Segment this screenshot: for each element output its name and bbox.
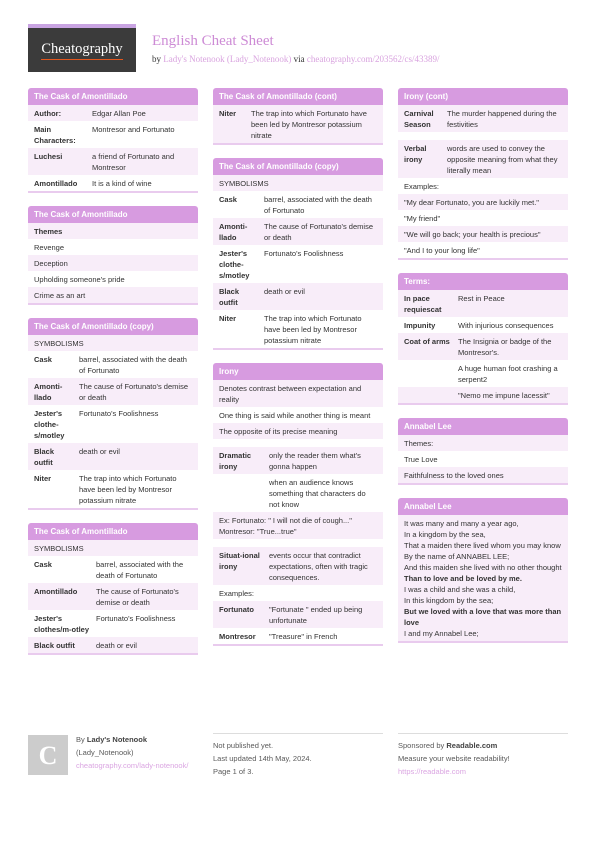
table-row: [213, 447, 383, 474]
table-row: [28, 443, 198, 470]
card: [398, 418, 568, 485]
table-row: [28, 105, 198, 121]
footer-author-text: [76, 733, 198, 772]
keyword-cell: Amonti-llado: [34, 381, 63, 402]
text-row: Deception: [28, 255, 198, 271]
value-cell: The murder happened during the festivities: [447, 108, 557, 129]
sheet-url-link[interactable]: cheatography.com/203562/cs/43389/: [306, 54, 440, 64]
value-cell: A huge human foot crashing a serpent2: [458, 363, 558, 384]
page-number: Page 1 of 3.: [213, 767, 254, 776]
value-cell: Edgar Allan Poe: [92, 108, 146, 118]
value-cell: events occur that contradict expectations, often with tragic consequences.: [269, 550, 368, 582]
byline-via: via: [293, 54, 305, 64]
text-row: "We will go back; your health is precious": [398, 226, 568, 242]
keyword-cell: Author:: [34, 108, 62, 118]
card-title: Annabel Lee: [398, 418, 568, 435]
card: [213, 88, 383, 145]
logo-wordmark: Cheatography: [41, 41, 122, 60]
text-line: In a kingdom by the sea,: [404, 529, 486, 539]
sponsor-name: Readable.com: [446, 741, 498, 750]
footer-author: [28, 733, 198, 772]
value-cell: The cause of Fortunato's demise or death: [96, 586, 179, 607]
keyword-cell: Amonti-llado: [219, 221, 248, 242]
text-row: "My dear Fortunato, you are luckily met.": [398, 194, 568, 210]
logo-box: [28, 28, 136, 72]
keyword-cell: Amontillado: [34, 178, 78, 188]
keyword-cell: Situat-ional irony: [219, 550, 260, 571]
table-row: [398, 105, 568, 132]
card-body: [28, 335, 198, 508]
table-row: [28, 556, 198, 583]
table-row: [28, 637, 198, 653]
text-row: SYMBOLISMS: [28, 335, 198, 351]
table-row: [28, 148, 198, 175]
keyword-cell: [404, 363, 458, 385]
byline: [152, 54, 439, 64]
value-cell: death or evil: [264, 286, 305, 296]
card-title: The Cask of Amontillado: [28, 523, 198, 540]
sponsor-line: [398, 739, 568, 752]
keyword-cell: Amontillado: [34, 586, 78, 596]
card: [398, 498, 568, 643]
table-row: [213, 310, 383, 348]
text-row: Examples:: [219, 588, 255, 598]
keyword-cell: Impunity: [404, 320, 436, 330]
value-cell: The trap into which Fortunato have been led by Montresor potassium nitrate: [251, 108, 367, 140]
text-row: Themes: [28, 223, 198, 239]
card-title: Irony: [213, 363, 383, 380]
text-line: It was many and many a year ago,: [404, 518, 519, 528]
footer-status: [213, 733, 383, 778]
text-row: SYMBOLISMS: [28, 540, 198, 556]
table-row: [213, 105, 383, 143]
table-row: [398, 333, 568, 360]
value-cell: Rest in Peace: [458, 293, 505, 303]
spacer-row: [398, 132, 568, 140]
table-row: [398, 317, 568, 333]
card-title: Terms:: [398, 273, 568, 290]
text-line: I was a child and she was a child,: [404, 584, 516, 594]
cheatography-logo[interactable]: [28, 24, 136, 72]
card: [28, 318, 198, 510]
avatar-letter: C: [38, 740, 58, 770]
table-row: [213, 474, 383, 512]
footer-profile-link[interactable]: cheatography.com/lady-notenook/: [76, 761, 189, 770]
table-row: [398, 360, 568, 387]
value-cell: a friend of Fortunato and Montresor: [92, 151, 175, 172]
table-row: [28, 121, 198, 148]
value-cell: when an audience knows something that characters do not know: [269, 477, 366, 509]
card: [28, 206, 198, 305]
sponsor-link[interactable]: https://readable.com: [398, 767, 466, 776]
keyword-cell: Black outfit: [219, 286, 240, 307]
text-line: In this kingdom by the sea;: [404, 595, 494, 605]
table-row: [398, 290, 568, 317]
value-cell: death or evil: [96, 640, 137, 650]
card-body: [28, 223, 198, 303]
keyword-cell: Coat of arms: [404, 336, 450, 346]
text-row: "My friend": [404, 213, 441, 223]
table-row: [28, 583, 198, 610]
table-row: [213, 547, 383, 585]
text-block: [213, 512, 383, 539]
keyword-cell: Cask: [34, 559, 52, 569]
keyword-cell: Jester's clothe-s/motley: [34, 408, 65, 440]
value-cell: words are used to convey the opposite meaning from what they literally mean: [447, 143, 558, 175]
card-body: [213, 380, 383, 644]
value-cell: barrel, associated with the death of Fortunato: [264, 194, 372, 215]
table-row: [28, 470, 198, 508]
spacer-row: [213, 439, 383, 447]
card: [28, 88, 198, 193]
page-title: English Cheat Sheet: [152, 33, 274, 49]
value-cell: only the reader them what's gonna happen: [269, 450, 361, 471]
card-title: The Cask of Amontillado: [28, 88, 198, 105]
text-row: Upholding someone's pride: [34, 274, 125, 284]
text-line: Ex: Fortunato: " I will not die of cough...": [219, 515, 352, 525]
value-cell: Fortunato's Foolishness: [264, 248, 344, 258]
keyword-cell: Montresor: [219, 631, 256, 641]
text-row: Examples:: [404, 181, 440, 191]
value-cell: Fortunato's Foolishness: [79, 408, 159, 418]
keyword-cell: Niter: [219, 313, 237, 323]
value-cell: With injurious consequences: [458, 320, 554, 330]
keyword-cell: Black outfit: [34, 446, 55, 467]
footer-by-prefix: By: [76, 735, 85, 744]
card-title: The Cask of Amontillado (copy): [213, 158, 383, 175]
card-title: The Cask of Amontillado (cont): [213, 88, 383, 105]
publish-status: Not published yet.: [213, 741, 274, 750]
sheet-column: [398, 88, 568, 656]
card-body: [398, 290, 568, 403]
sheet-column: [213, 88, 383, 659]
text-row: The opposite of its precise meaning: [213, 423, 383, 439]
table-row: [213, 218, 383, 245]
card: [28, 523, 198, 655]
value-cell: The trap into which Fortunato have been led by Montresor potassium nitrate: [79, 473, 177, 505]
byline-by: by: [152, 54, 161, 64]
text-line: Montresor: "True...true": [219, 526, 297, 536]
author-link[interactable]: Lady's Notenook (Lady_Notenook): [163, 54, 292, 64]
keyword-cell: Main Characters:: [34, 124, 76, 145]
card-body: [213, 175, 383, 348]
text-row: Denotes contrast between expectation and reality: [213, 380, 383, 407]
keyword-cell: Niter: [219, 108, 237, 118]
keyword-cell: Cask: [34, 354, 52, 364]
value-cell: "Treasure" in French: [269, 631, 338, 641]
table-row: [213, 191, 383, 218]
card-body: [398, 515, 568, 641]
text-block: [398, 515, 568, 641]
keyword-cell: Jester's clothe-s/motley: [219, 248, 250, 280]
text-line: But we loved with a love that was more than love: [404, 606, 562, 627]
header-title-area: [152, 33, 439, 64]
table-row: [213, 245, 383, 283]
value-cell: "Fortunate " ended up being unfortunate: [269, 604, 363, 625]
text-row: One thing is said while another thing is meant: [219, 410, 371, 420]
sponsor-tagline: Measure your website readability!: [398, 754, 510, 763]
text-line: I and my Annabel Lee;: [404, 628, 479, 638]
value-cell: The cause of Fortunato's demise or death: [79, 381, 188, 402]
spacer-row: [213, 539, 383, 547]
card-title: The Cask of Amontillado (copy): [28, 318, 198, 335]
table-row: [28, 378, 198, 405]
card-title: Annabel Lee: [398, 498, 568, 515]
table-row: [213, 601, 383, 628]
keyword-cell: Dramatic irony: [219, 450, 252, 471]
footer-author-line: [76, 733, 198, 746]
value-cell: The Insignia or badge of the Montresor's.: [458, 336, 552, 357]
keyword-cell: Niter: [34, 473, 52, 483]
keyword-cell: Fortunato: [219, 604, 254, 614]
value-cell: It is a kind of wine: [92, 178, 152, 188]
card: [398, 88, 568, 260]
table-row: [398, 387, 568, 403]
table-row: [213, 283, 383, 310]
keyword-cell: Jester's clothes/m-otley: [34, 613, 90, 634]
card: [213, 158, 383, 350]
card-title: The Cask of Amontillado: [28, 206, 198, 223]
card-body: [213, 105, 383, 143]
card-body: [398, 435, 568, 483]
table-row: [398, 140, 568, 178]
text-line: That a maiden there lived whom you may know: [404, 540, 561, 550]
keyword-cell: Verbal irony: [404, 143, 427, 164]
footer-author-handle: (Lady_Notenook): [76, 748, 134, 757]
keyword-cell: Carnival Season: [404, 108, 434, 129]
value-cell: Montresor and Fortunato: [92, 124, 175, 134]
keyword-cell: Black outfit: [34, 640, 75, 650]
table-row: [28, 175, 198, 191]
sponsor-prefix: Sponsored by: [398, 741, 445, 750]
card-title: Irony (cont): [398, 88, 568, 105]
keyword-cell: Cask: [219, 194, 237, 204]
table-row: [28, 351, 198, 378]
text-line: And this maiden she lived with no other thought: [404, 562, 562, 572]
text-row: Crime as an art: [28, 287, 198, 303]
last-updated: Last updated 14th May, 2024.: [213, 754, 312, 763]
text-row: Themes:: [398, 435, 568, 451]
text-row: "And I to your long life": [404, 245, 480, 255]
value-cell: barrel, associated with the death of Fortunato: [96, 559, 184, 580]
table-row: [213, 628, 383, 644]
value-cell: "Nemo me impune lacessit": [458, 390, 550, 400]
text-row: True Love: [404, 454, 438, 464]
card: [213, 363, 383, 646]
text-line: By the name of ANNABEL LEE;: [404, 551, 510, 561]
keyword-cell: In pace requiescat: [404, 293, 442, 314]
value-cell: The trap into which Fortunato have been led by Montresor potassium nitrate: [264, 313, 362, 345]
card: [398, 273, 568, 405]
author-avatar[interactable]: [28, 735, 68, 775]
value-cell: death or evil: [79, 446, 120, 456]
text-row: Revenge: [34, 242, 65, 252]
sheet-column: [28, 88, 198, 668]
card-body: [28, 105, 198, 191]
footer-author-name: Lady's Notenook: [86, 735, 147, 744]
value-cell: barrel, associated with the death of Fortunato: [79, 354, 187, 375]
card-body: [398, 105, 568, 258]
keyword-cell: [404, 390, 458, 401]
table-row: [28, 610, 198, 637]
value-cell: The cause of Fortunato's demise or death: [264, 221, 373, 242]
value-cell: Fortunato's Foolishness: [96, 613, 176, 623]
table-row: [28, 405, 198, 443]
footer-sponsor: [398, 733, 568, 778]
text-row: SYMBOLISMS: [213, 175, 383, 191]
text-line: Than to love and be loved by me.: [404, 573, 522, 583]
keyword-cell: Luchesi: [34, 151, 63, 161]
card-body: [28, 540, 198, 653]
keyword-cell: [219, 477, 269, 510]
text-row: Faithfulness to the loved ones: [398, 467, 568, 483]
